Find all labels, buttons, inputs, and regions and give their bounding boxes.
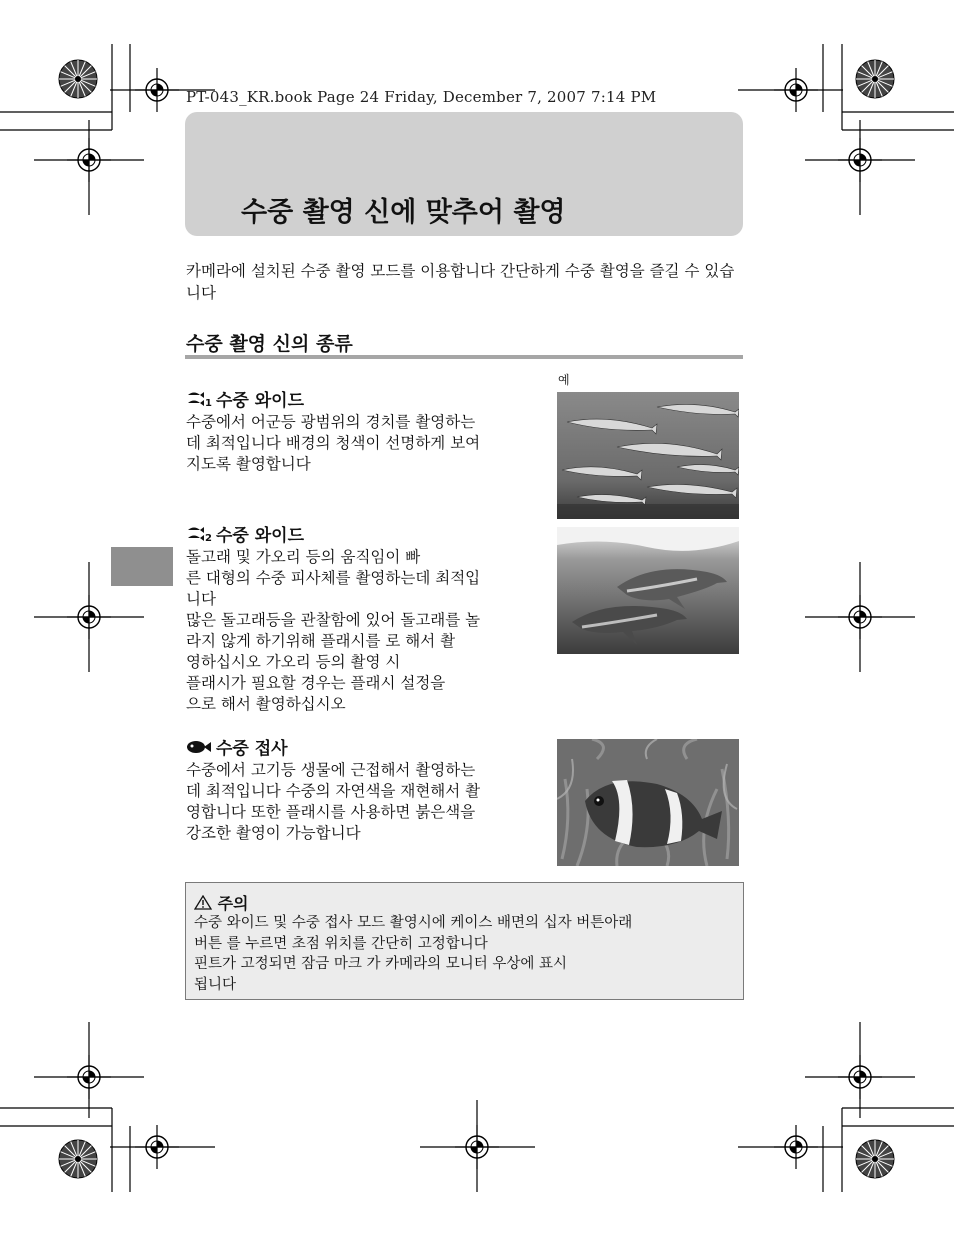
mode-title-macro <box>186 734 288 759</box>
text-line: 니다 <box>186 590 216 608</box>
svg-text:1: 1 <box>205 397 212 409</box>
section-divider <box>185 355 743 359</box>
text-line: 지도록 촬영합니다 <box>186 455 311 473</box>
text-line: 영합니다 또한 플래시를 사용하면 붉은색을 <box>186 803 476 821</box>
fish-wide2-icon <box>186 524 212 544</box>
mode-description-wide1 <box>186 412 531 475</box>
mode-title-wide2 <box>186 521 304 546</box>
text-line: 른 대형의 수중 피사체를 촬영하는데 최적입 <box>186 569 481 587</box>
mode-description-wide2 <box>186 547 531 715</box>
example-label: 예 <box>558 373 570 387</box>
text-line: 수중에서 고기등 생물에 근접해서 촬영하는 <box>186 761 476 779</box>
caution-box <box>185 882 744 1000</box>
chapter-tab <box>111 547 173 586</box>
text-line: 영하십시오 가오리 등의 촬영 시 <box>186 653 401 671</box>
text-line: 많은 돌고래등을 관찰함에 있어 돌고래를 놀 <box>186 611 481 629</box>
mode-title-label: 수중 접사 <box>216 739 288 759</box>
page-title: 수중 촬영 신에 맞추어 촬영 <box>241 197 566 228</box>
section-title: 수중 촬영 신의 종류 <box>186 333 353 355</box>
mode-title-wide1 <box>186 386 304 411</box>
photo-dolphins <box>557 527 739 654</box>
text-line: 돌고래 및 가오리 등의 움직임이 빠 <box>186 548 421 566</box>
book-header-line: PT-043_KR.book Page 24 Friday, December 7, 2007 7:14 PM <box>186 88 657 106</box>
fish-wide1-icon <box>186 389 212 409</box>
text-line: 강조한 촬영이 가능합니다 <box>186 824 361 842</box>
text-line: 수중에서 어군등 광범위의 경치를 촬영하는 <box>186 413 476 431</box>
mode-description-macro <box>186 760 531 844</box>
mode-title-label: 수중 와이드 <box>216 526 305 546</box>
caution-heading <box>194 891 249 914</box>
text-line: 됩니다 <box>194 976 237 993</box>
photo-fish-school <box>557 392 739 519</box>
caution-title: 주의 <box>217 894 249 913</box>
text-line: 데 최적입니다 배경의 청색이 선명하게 보여 <box>186 434 481 452</box>
text-line: 플래시가 필요할 경우는 플래시 설정을 <box>186 674 446 692</box>
mode-title-label: 수중 와이드 <box>216 391 305 411</box>
fish-macro-icon <box>186 737 212 757</box>
svg-text:2: 2 <box>205 532 212 544</box>
text-line: 버튼 를 누르면 초점 위치를 간단히 고정합니다 <box>194 935 488 952</box>
caution-text <box>194 913 739 995</box>
text-line: 으로 해서 촬영하십시오 <box>186 695 346 713</box>
text-line: 라지 않게 하기위해 플래시를 로 해서 촬 <box>186 632 456 650</box>
text-line: 수중 와이드 및 수중 접사 모드 촬영시에 케이스 배면의 십자 버튼아래 <box>194 915 633 931</box>
intro-paragraph: 카메라에 설치된 수중 촬영 모드를 이용합니다 간단하게 수중 촬영을 즐길 수 있습니다 <box>186 262 735 302</box>
text-line: 데 최적입니다 수중의 자연색을 재현해서 촬 <box>186 782 481 800</box>
text-line: 핀트가 고정되면 잠금 마크 가 카메라의 모니터 우상에 표시 <box>194 956 568 972</box>
photo-clownfish <box>557 739 739 866</box>
warning-triangle-icon <box>194 895 212 910</box>
